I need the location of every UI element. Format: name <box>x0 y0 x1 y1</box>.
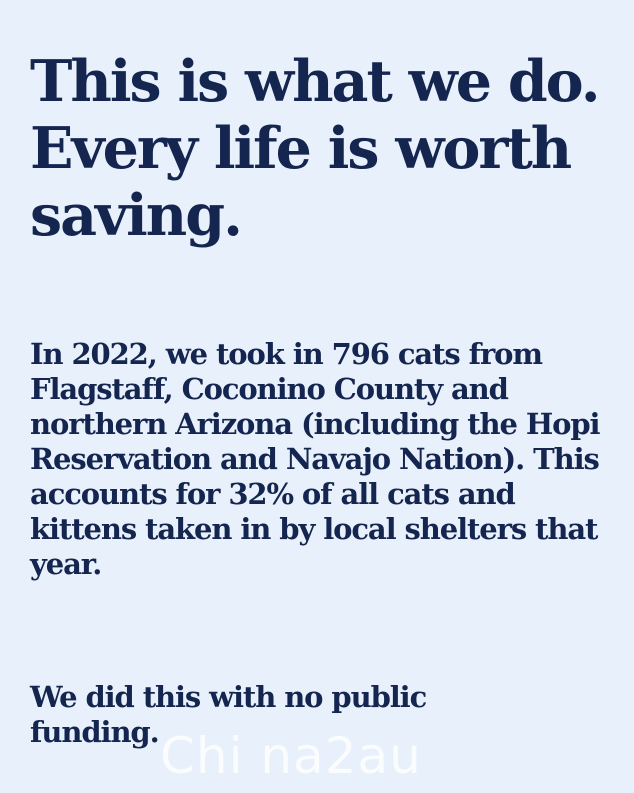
watermark: Chi na2au <box>160 727 422 785</box>
body-paragraph: In 2022, we took in 796 cats from Flagstaff, Coconino County and northern Arizona (including the Hopi Reservation and Navajo Nation). This accounts for 32% of all cats and kittens taken in by local shelters that year. <box>30 337 600 581</box>
closing-paragraph: We did this with no public funding. <box>30 680 427 749</box>
headline: This is what we do. Every life is worth saving. <box>30 48 599 249</box>
